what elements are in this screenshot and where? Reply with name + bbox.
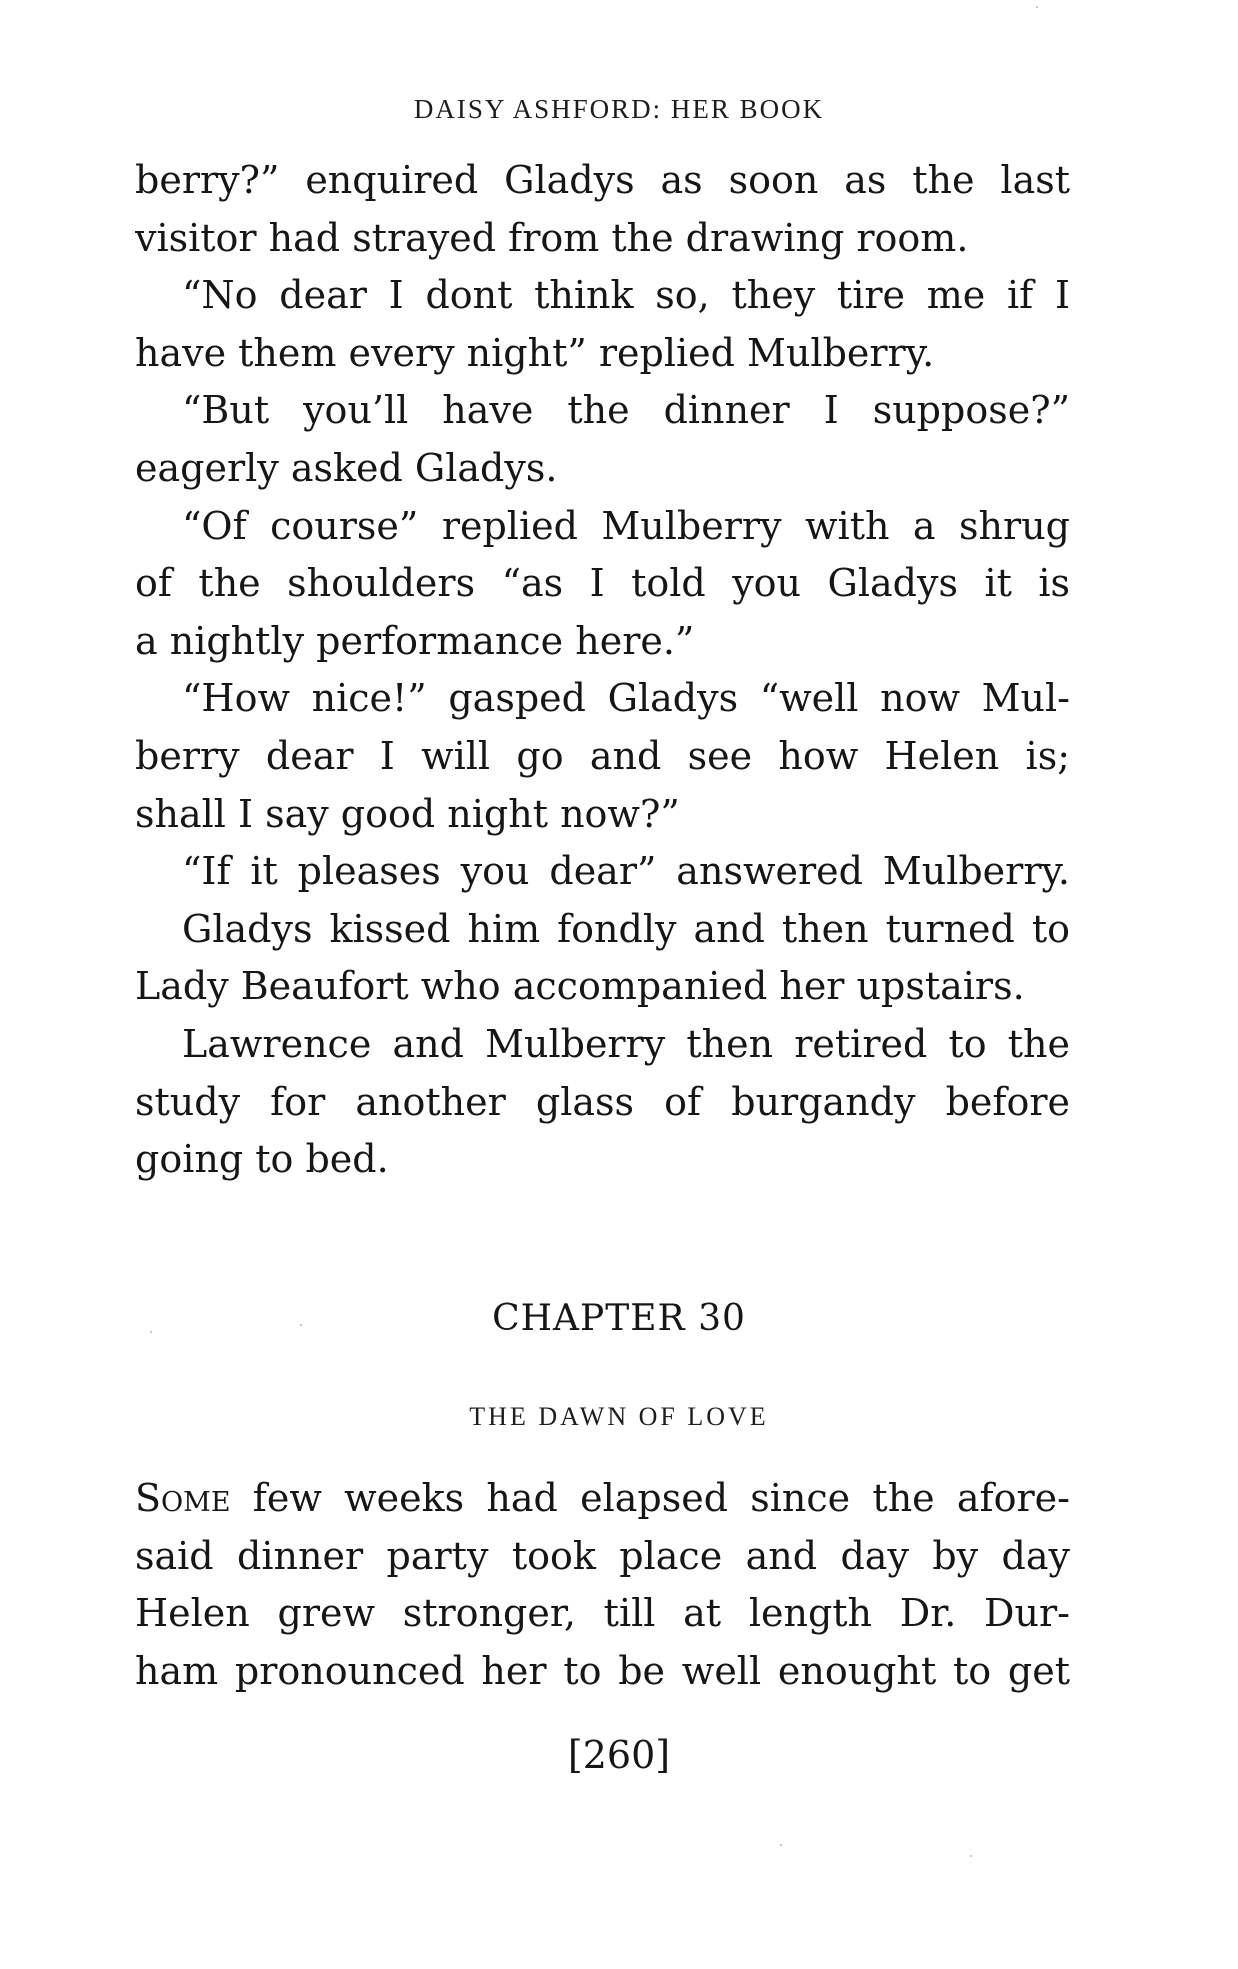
text-line: Helen grew stronger, till at length Dr. Dur-: [135, 1591, 1070, 1636]
drop-word: Some: [135, 1476, 231, 1520]
text-line: “If it pleases you dear” answered Mulberry.: [182, 849, 1070, 894]
paper-speck: [1036, 6, 1038, 8]
text-line: going to bed.: [135, 1137, 389, 1182]
text-line-rest: few weeks had elapsed since the afore-: [230, 1476, 1070, 1520]
page-number: [260]: [567, 1733, 671, 1777]
chapter-title: CHAPTER 30: [492, 1298, 746, 1339]
chapter-opening-block: [135, 1470, 1070, 1700]
text-line: berry?” enquired Gladys as soon as the last: [135, 158, 1070, 202]
paragraph: [135, 267, 1070, 382]
text-line: said dinner party took place and day by day: [135, 1533, 1070, 1578]
paragraph: [135, 843, 1070, 901]
text-line: study for another glass of burgandy before: [135, 1079, 1070, 1124]
text-line: a nightly performance here.”: [135, 618, 695, 663]
paragraph: [135, 382, 1070, 497]
text-line: Lady Beaufort who accompanied her upstairs.: [135, 964, 1025, 1009]
paper-speck: [150, 1331, 152, 1333]
text-line: of the shoulders “as I told you Gladys it is: [135, 561, 1070, 606]
text-line: [135, 1470, 1070, 1528]
text-line: shall I say good night now?”: [135, 791, 680, 836]
text-line: berry dear I will go and see how Helen is;: [135, 733, 1070, 778]
text-line: “Of course” replied Mulberry with a shrug: [182, 503, 1070, 548]
paper-speck: [970, 1855, 972, 1857]
paragraph: [135, 1016, 1070, 1189]
chapter-subtitle: THE DAWN OF LOVE: [469, 1402, 769, 1431]
text-line: ham pronounced her to be well enought to get: [135, 1648, 1070, 1693]
text-line: “But you’ll have the dinner I suppose?”: [182, 388, 1070, 433]
text-line: Gladys kissed him fondly and then turned to: [182, 906, 1070, 951]
text-line: eagerly asked Gladys.: [135, 445, 558, 490]
text-block: [135, 152, 1070, 1189]
paper-speck: [300, 1324, 302, 1326]
text-line: Lawrence and Mulberry then retired to the: [182, 1021, 1070, 1066]
text-line: visitor had strayed from the drawing room.: [135, 215, 969, 260]
paragraph: [135, 152, 1070, 267]
text-line: have them every night” replied Mulberry.: [135, 330, 935, 375]
paragraph: [135, 901, 1070, 1016]
paragraph: [135, 498, 1070, 671]
running-head: DAISY ASHFORD: HER BOOK: [413, 94, 825, 124]
paper-speck: [780, 1844, 782, 1846]
text-line: “No dear I dont think so, they tire me if I: [182, 273, 1070, 318]
text-line: “How nice!” gasped Gladys “well now Mul-: [182, 676, 1070, 721]
paragraph: [135, 1470, 1070, 1700]
paragraph: [135, 670, 1070, 843]
